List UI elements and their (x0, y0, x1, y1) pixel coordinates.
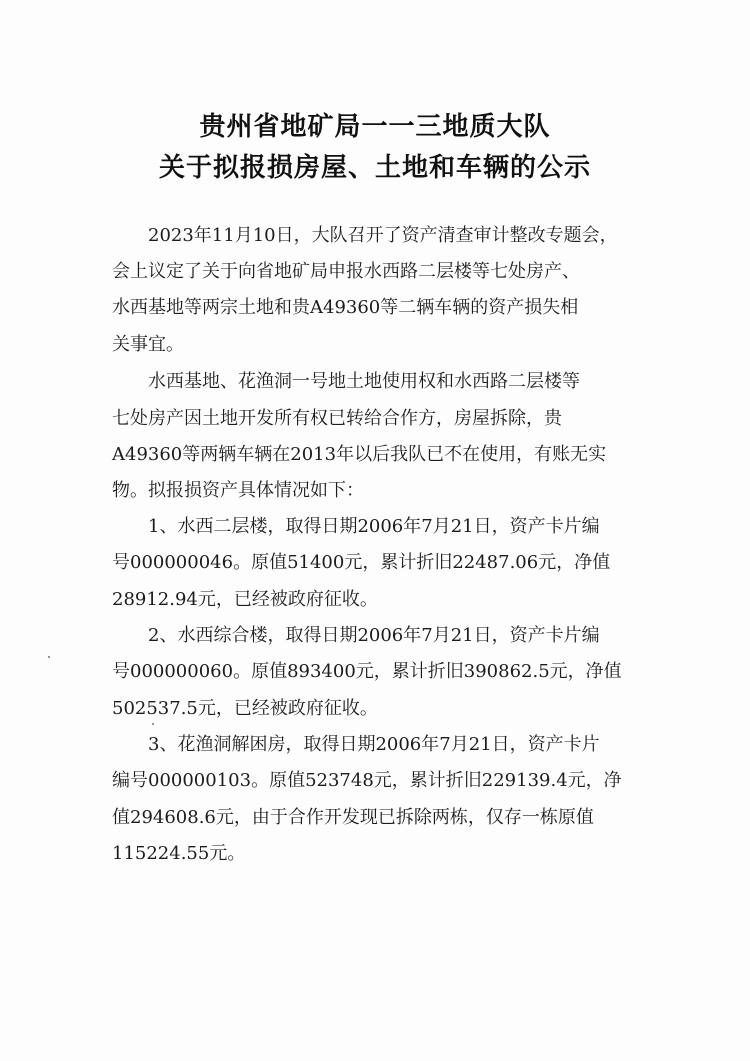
paragraph-1-line-4: 关事宜。 (112, 334, 184, 355)
scan-speck (152, 723, 154, 725)
document-title-line-2: 关于拟报损房屋、土地和车辆的公示 (158, 153, 591, 183)
item-3-line-4: 115224.55元。 (112, 843, 246, 864)
paragraph-1-line-1: 2023年11月10日，大队召开了资产清查审计整改专题会， (148, 225, 618, 246)
item-2-line-3: 502537.5元，已经被政府征收。 (112, 698, 378, 719)
paragraph-2-line-2: 七处房产因土地开发所有权已转给合作方，房屋拆除，贵 (112, 408, 562, 429)
item-3-line-1: 3、花渔洞解困房，取得日期2006年7月21日，资产卡片 (148, 734, 600, 755)
item-1-line-3: 28912.94元，已经被政府征收。 (112, 589, 378, 610)
item-2-line-2: 号000000060。原值893400元，累计折旧390862.5元，净值 (112, 661, 622, 682)
paragraph-1-line-3: 水西基地等两宗土地和贵A49360等二辆车辆的资产损失相 (112, 297, 579, 318)
item-1-line-1: 1、水西二层楼，取得日期2006年7月21日，资产卡片编 (148, 516, 600, 537)
item-3-line-3: 值294608.6元，由于合作开发现已拆除两栋，仅存一栋原值 (112, 807, 594, 828)
document-title-line-1: 贵州省地矿局一一三地质大队 (199, 112, 551, 142)
item-3-line-2: 编号000000103。原值523748元，累计折旧229139.4元，净 (112, 770, 622, 791)
item-2-line-1: 2、水西综合楼，取得日期2006年7月21日，资产卡片编 (148, 625, 600, 646)
item-1-line-2: 号000000046。原值51400元，累计折旧22487.06元，净值 (112, 552, 611, 573)
scan-speck (48, 656, 50, 658)
paragraph-2-line-3: A49360等两辆车辆在2013年以后我队已不在使用，有账无实 (112, 444, 607, 465)
paragraph-2-line-1: 水西基地、花渔洞一号地土地使用权和水西路二层楼等 (148, 371, 580, 392)
paragraph-2-line-4: 物。拟报损资产具体情况如下： (112, 480, 364, 501)
paragraph-1-line-2: 会上议定了关于向省地矿局申报水西路二层楼等七处房产、 (112, 261, 580, 282)
